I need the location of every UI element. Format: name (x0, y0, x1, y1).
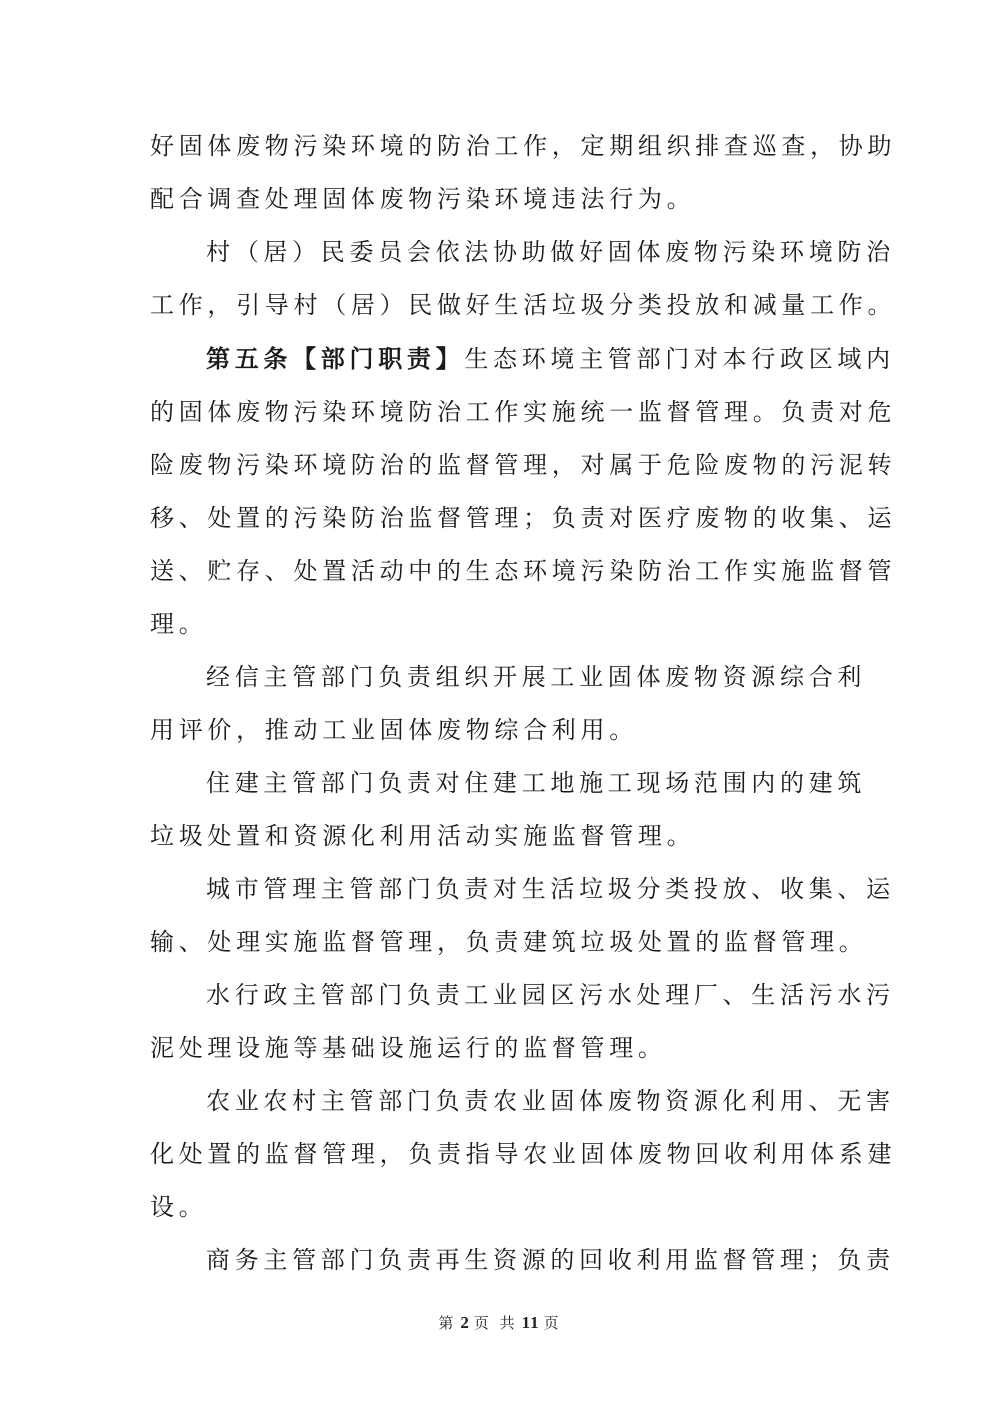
paragraph-7 (150, 969, 895, 1075)
text-line: 商务主管部门负责再生资源的回收利用监督管理；负责 (206, 1246, 895, 1274)
text-line: 送、贮存、处置活动中的生态环境污染防治工作实施监督管 (150, 557, 897, 585)
paragraph-5 (150, 757, 867, 863)
text-line: 移、处置的污染防治监督管理；负责对医疗废物的收集、运 (150, 504, 897, 532)
footer-prefix: 第 (438, 1314, 457, 1332)
text-line (150, 332, 895, 386)
footer-middle: 页 共 (473, 1314, 518, 1332)
text-line: 经信主管部门负责组织开展工业固体废物资源综合利 (206, 663, 867, 691)
paragraph-6 (150, 863, 895, 969)
paragraph-1 (150, 120, 897, 226)
text-line: 输、处理实施监督管理，负责建筑垃圾处置的监督管理。 (150, 928, 868, 956)
text-line: 化处置的监督管理，负责指导农业固体废物回收利用体系建 (150, 1140, 897, 1168)
page-footer (0, 1312, 1000, 1333)
text-line: 农业农村主管部门负责农业固体废物资源化利用、无害 (206, 1087, 895, 1115)
article-5-paragraph (150, 332, 897, 651)
paragraph-4 (150, 651, 867, 757)
text-line: 设。 (150, 1193, 208, 1221)
text-line: 的固体废物污染环境防治工作实施统一监督管理。负责对危 (150, 398, 897, 426)
text-line: 工作，引导村（居）民做好生活垃圾分类投放和减量工作。 (150, 291, 897, 319)
footer-suffix: 页 (543, 1314, 562, 1332)
paragraph-2 (150, 226, 897, 332)
article-text: 生态环境主管部门对本行政区域内 (464, 345, 895, 373)
paragraph-9 (150, 1234, 895, 1287)
text-line: 配合调查处理固体废物污染环境违法行为。 (150, 185, 696, 213)
text-line: 垃圾处置和资源化利用活动实施监督管理。 (150, 822, 696, 850)
body-text (150, 120, 897, 1287)
text-line: 水行政主管部门负责工业园区污水处理厂、生活污水污 (206, 981, 895, 1009)
text-line: 住建主管部门负责对住建工地施工现场范围内的建筑 (206, 769, 867, 797)
current-page-number: 2 (460, 1313, 470, 1332)
text-line: 理。 (150, 610, 208, 638)
paragraph-8 (150, 1075, 897, 1234)
text-line: 泥处理设施等基础设施运行的监督管理。 (150, 1034, 667, 1062)
text-line: 村（居）民委员会依法协助做好固体废物污染环境防治 (206, 238, 895, 266)
text-line: 险废物污染环境防治的监督管理，对属于危险废物的污泥转 (150, 451, 897, 479)
text-line: 用评价，推动工业固体废物综合利用。 (150, 716, 638, 744)
total-pages-number: 11 (521, 1313, 540, 1332)
text-line: 好固体废物污染环境的防治工作，定期组织排查巡查，协助 (150, 132, 897, 160)
text-line: 城市管理主管部门负责对生活垃圾分类投放、收集、运 (206, 875, 895, 903)
article-heading: 第五条【部门职责】 (206, 344, 465, 373)
